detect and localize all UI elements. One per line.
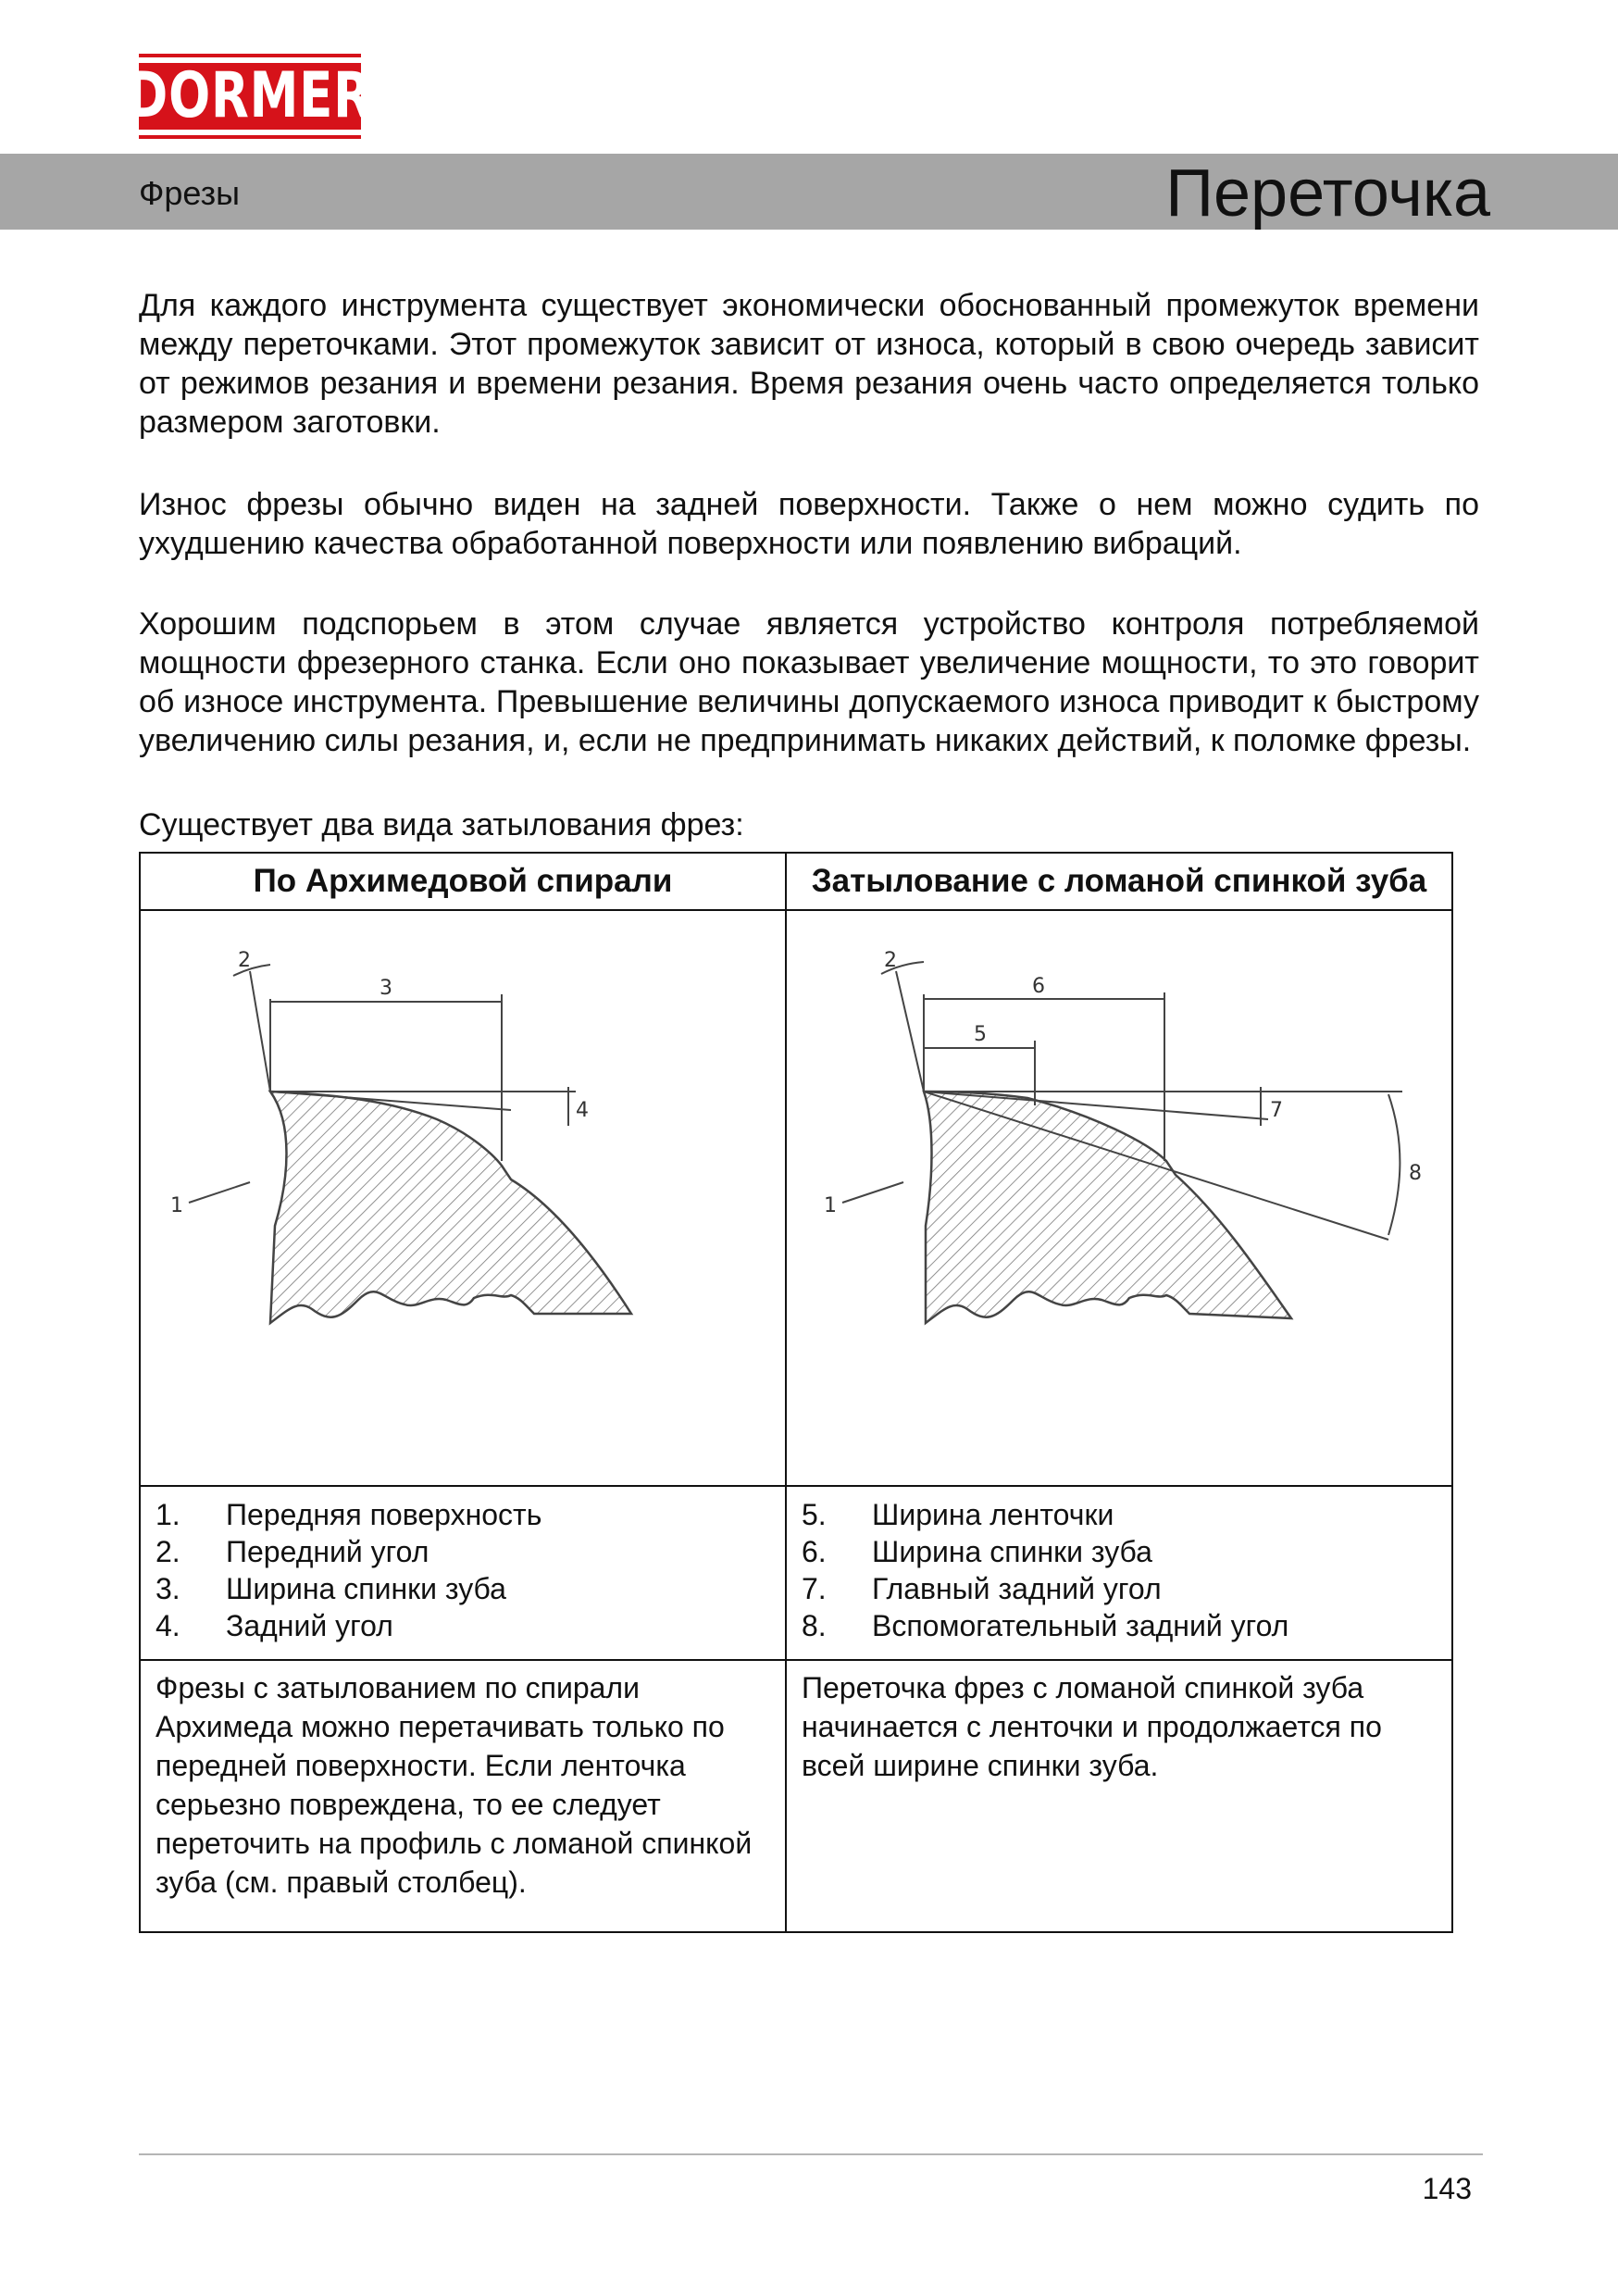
fig-label-5: 5 <box>974 1023 987 1046</box>
paragraph-power-monitor: Хорошим подспорьем в этом случае является устройство контроля потребляемой мощности фрезерного станка. Если оно показывает увеличение мощности, то это говорит об износе инструмента. Превышение величины допускаемого износа приводит к быстрому увеличению силы резания, и, если не предпринимать никаких действий, к поломке фрезы. <box>139 606 1479 758</box>
legend-text: Задний угол <box>226 1609 393 1642</box>
logo-text: DORMER <box>125 57 376 135</box>
footer-divider <box>139 2153 1483 2155</box>
legend-item <box>802 1570 1451 1607</box>
leader-line-1 <box>189 1182 250 1203</box>
legend-item <box>156 1533 785 1570</box>
dormer-logo <box>127 54 373 139</box>
fig-label-3: 3 <box>380 977 392 1000</box>
legend-number: 3. <box>156 1572 180 1605</box>
header-archimedes: По Архимедовой спирали <box>140 853 786 910</box>
figure-broken-back-cell <box>786 910 1452 1486</box>
legend-text: Ширина спинки зуба <box>226 1572 506 1605</box>
legend-text: Ширина ленточки <box>872 1498 1114 1531</box>
leader-line-1 <box>842 1182 903 1203</box>
table-header-row <box>140 853 1452 910</box>
broken-back-tooth-diagram <box>787 911 1453 1485</box>
description-row <box>140 1660 1452 1932</box>
legend-text: Передняя поверхность <box>226 1498 542 1531</box>
description-broken-back: Переточка фрез с ломаной спинкой зуба начинается с ленточки и продолжается по всей ширине спинки зуба. <box>786 1660 1452 1932</box>
comparison-table <box>139 852 1453 1933</box>
description-archimedes: Фрезы с затылованием по спирали Архимеда можно перетачивать только по передней поверхности. Если ленточка серьезно повреждена, то ее следует переточить на профиль с ломаной спинкой зуба (см. правый столбец). <box>140 1660 786 1932</box>
legend-text: Ширина спинки зуба <box>872 1535 1152 1568</box>
paragraph-types-intro: Существует два вида затылования фрез: <box>139 807 744 842</box>
tooth-body <box>270 1092 631 1323</box>
legend-number: 1. <box>156 1498 180 1531</box>
secondary-angle-arc <box>1388 1094 1400 1235</box>
fig-label-4: 4 <box>576 1099 589 1122</box>
fig-label-2: 2 <box>238 949 251 972</box>
legend-number: 2. <box>156 1535 180 1568</box>
legend-row <box>140 1486 1452 1660</box>
page-number: 143 <box>1422 2172 1472 2205</box>
archimedes-tooth-diagram <box>141 911 785 1485</box>
figure-row <box>140 910 1452 1486</box>
header-broken-back: Затылование с ломаной спинкой зуба <box>786 853 1452 910</box>
paragraph-wear: Износ фрезы обычно виден на задней поверхности. Также о нем можно судить по ухудшению качества обработанной поверхности или появлению вибраций. <box>139 487 1479 561</box>
legend-number: 8. <box>802 1609 827 1642</box>
fig-label-6: 6 <box>1032 975 1045 998</box>
header-band <box>0 154 1618 230</box>
legend-left <box>140 1486 786 1660</box>
figure-archimedes-cell <box>140 910 786 1486</box>
legend-number: 6. <box>802 1535 827 1568</box>
legend-item <box>156 1570 785 1607</box>
legend-item <box>802 1533 1451 1570</box>
page-title: Переточка <box>1165 156 1490 231</box>
legend-text: Главный задний угол <box>872 1572 1162 1605</box>
fig-label-1: 1 <box>170 1194 183 1217</box>
rake-face-line <box>250 971 270 1092</box>
legend-text: Вспомогательный задний угол <box>872 1609 1289 1642</box>
legend-number: 7. <box>802 1572 827 1605</box>
legend-right <box>786 1486 1452 1660</box>
legend-text: Передний угол <box>226 1535 429 1568</box>
legend-item <box>156 1496 785 1533</box>
tooth-body <box>924 1092 1291 1323</box>
fig-label-1: 1 <box>824 1194 837 1217</box>
legend-item <box>802 1496 1451 1533</box>
legend-item <box>802 1607 1451 1644</box>
fig-label-8: 8 <box>1409 1162 1422 1185</box>
fig-label-2: 2 <box>884 949 897 972</box>
legend-item <box>156 1607 785 1644</box>
legend-number: 4. <box>156 1609 180 1642</box>
fig-label-7: 7 <box>1270 1099 1283 1122</box>
section-name: Фрезы <box>139 174 241 212</box>
legend-number: 5. <box>802 1498 827 1531</box>
paragraph-interval: Для каждого инструмента существует экономически обоснованный промежуток времени между переточками. Этот промежуток зависит от износа, который в свою очередь зависит от режимов резания и времени резания. Время резания очень часто определяется только размером заготовки. <box>139 288 1479 440</box>
rake-face-line <box>896 971 924 1092</box>
